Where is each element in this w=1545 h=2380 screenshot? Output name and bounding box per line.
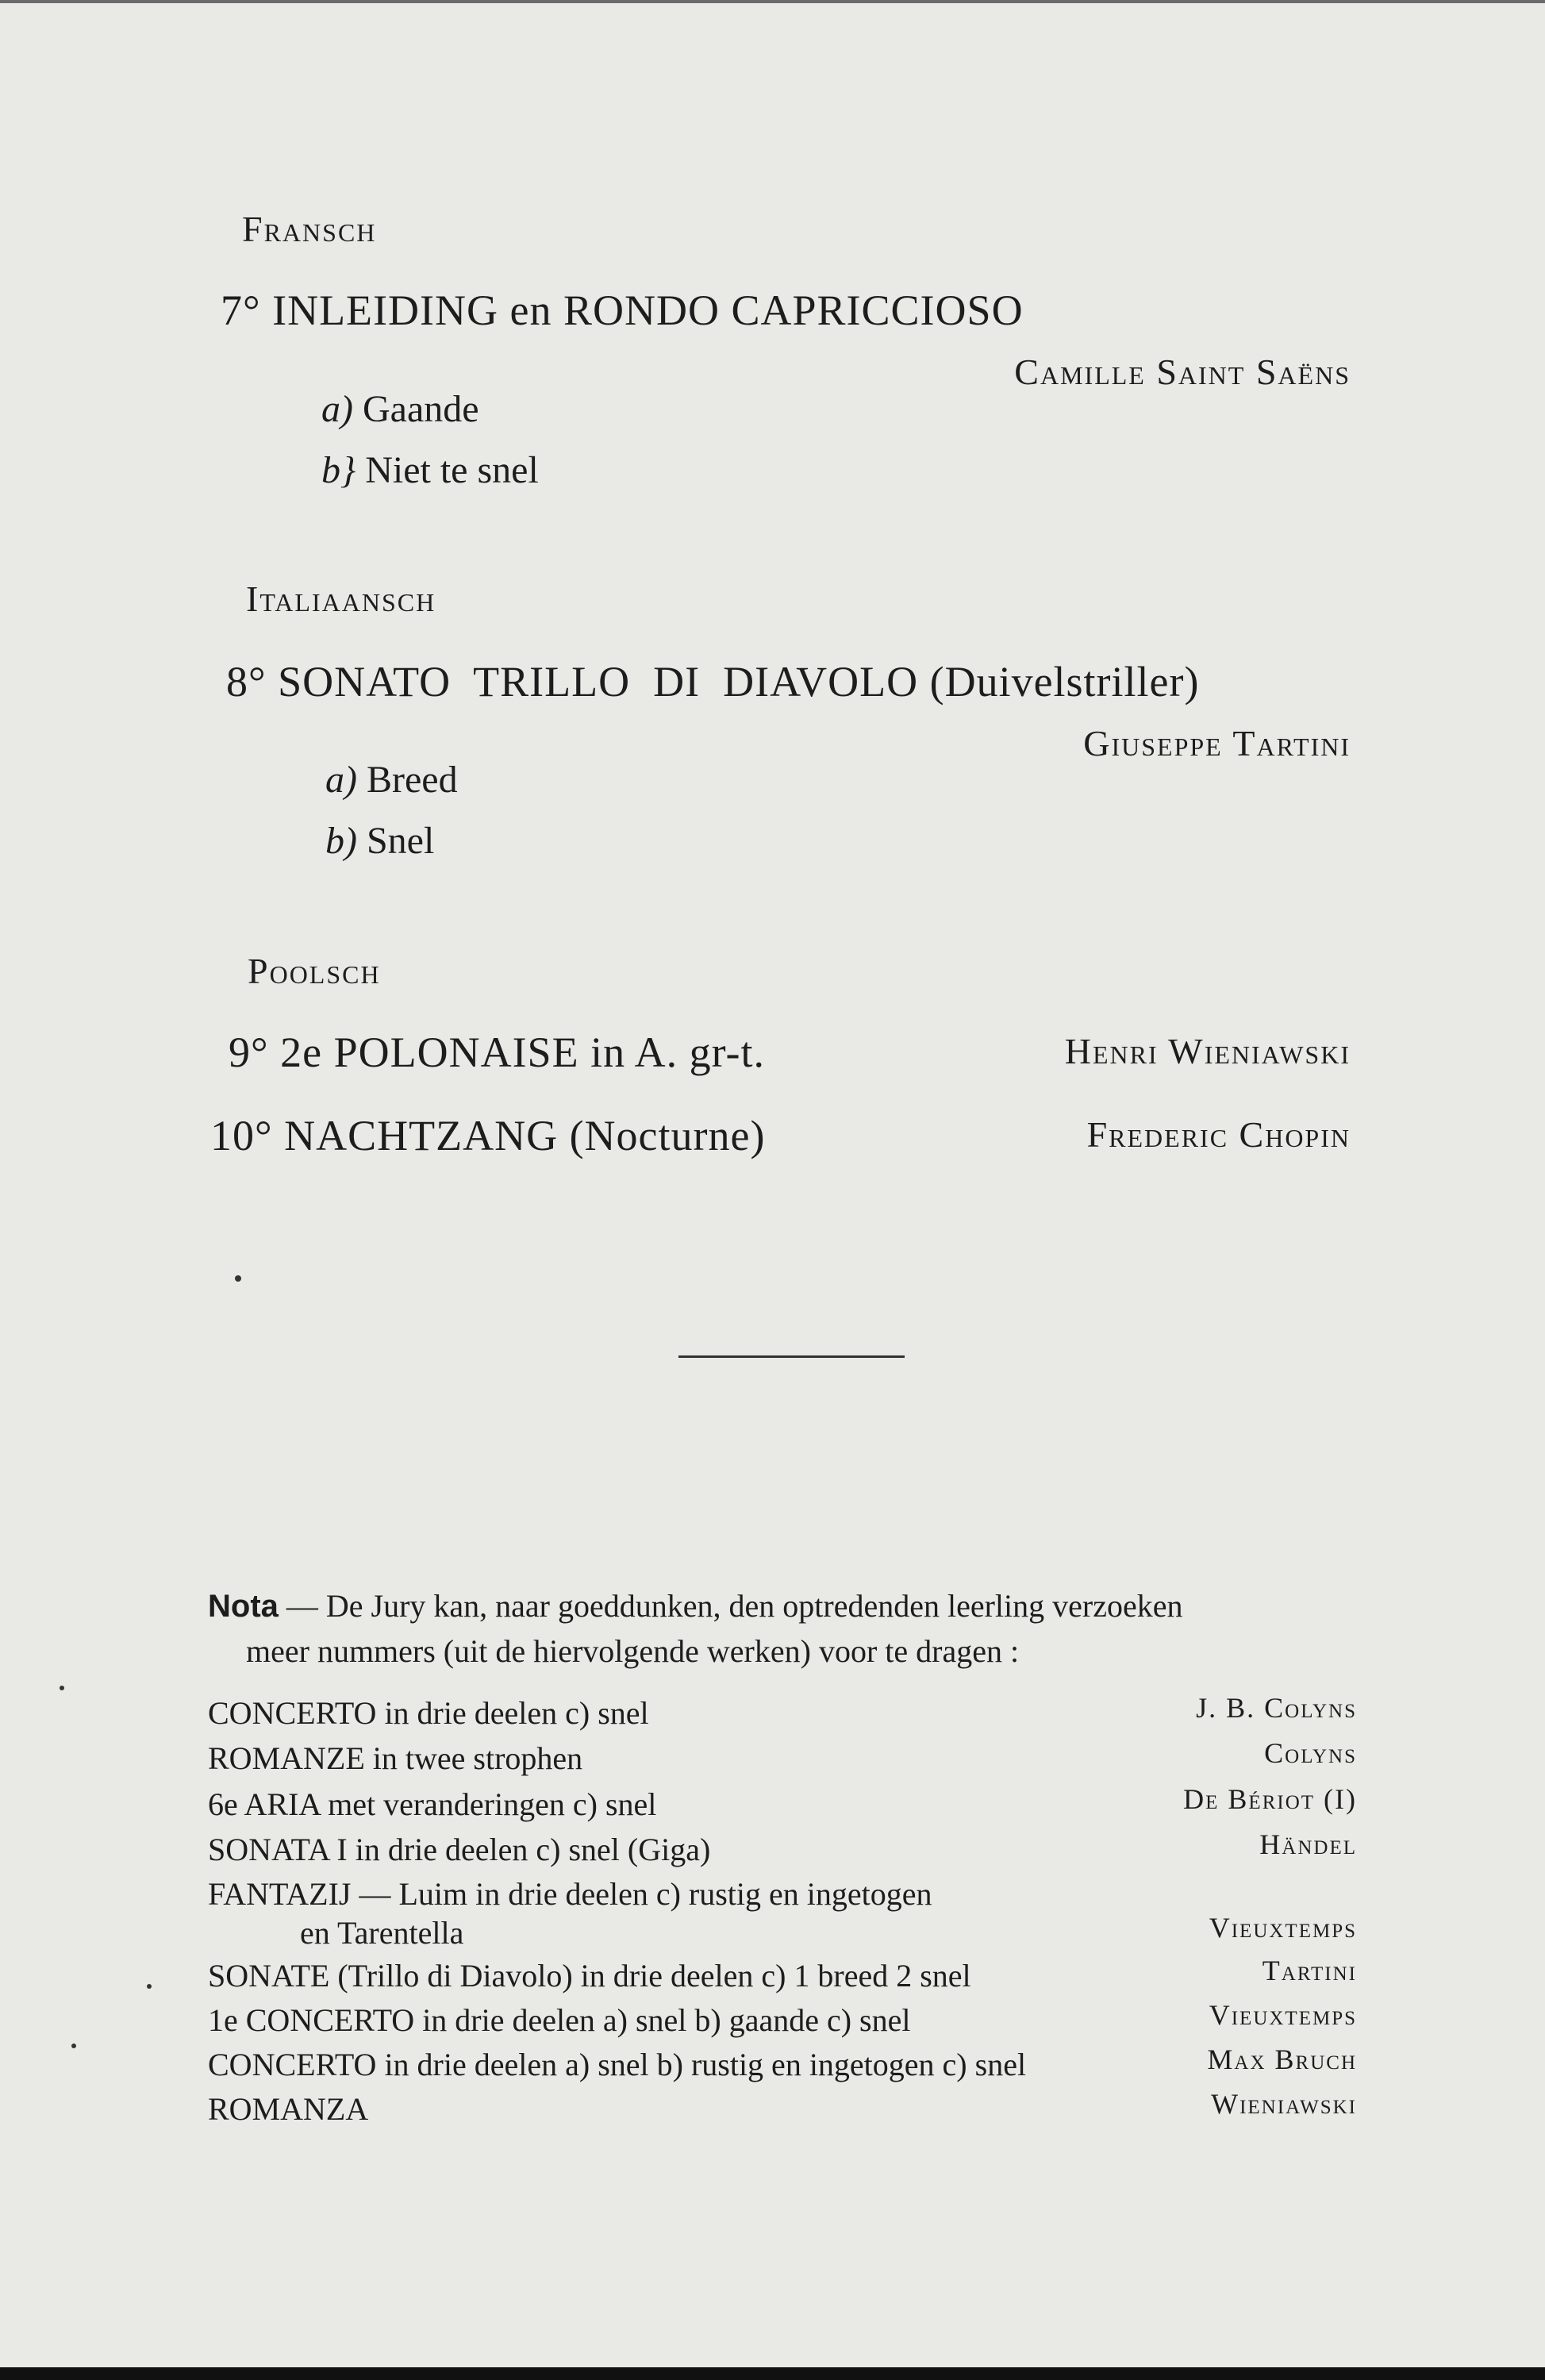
work-composer: De Bériot (I) — [1183, 1783, 1357, 1815]
stray-dot — [235, 1275, 241, 1282]
scan-bottom-edge — [0, 2367, 1545, 2380]
stray-dot — [147, 1984, 152, 1989]
work-composer: Wieniawski — [1211, 2088, 1357, 2120]
nota-text-1: — De Jury kan, naar goeddunken, den optredenden leerling verzoeken — [278, 1588, 1183, 1624]
work-title: ROMANZA — [208, 2091, 369, 2127]
movement-b-niet-te-snel — [321, 448, 539, 492]
scan-top-edge — [0, 0, 1545, 3]
nota-label: Nota — [208, 1589, 279, 1624]
movement-mark: b) — [325, 820, 357, 862]
movement-text: Niet te snel — [365, 449, 539, 491]
composer-chopin: Frederic Chopin — [1086, 1114, 1351, 1155]
work-title: SONATA I in drie deelen c) snel (Giga) — [208, 1832, 711, 1867]
movement-text: Breed — [366, 759, 458, 801]
work-composer: J. B. Colyns — [1196, 1692, 1357, 1724]
piece-title-9: 9° 2e POLONAISE in A. gr-t. — [229, 1029, 765, 1076]
composer-saint-saens: Camille Saint Saëns — [1014, 352, 1351, 392]
composer-tartini: Giuseppe Tartini — [1083, 723, 1351, 763]
section-heading-fransch: Fransch — [242, 209, 377, 249]
work-composer: Vieuxtemps — [1209, 1999, 1357, 2031]
nota-line-2: meer nummers (uit de hiervolgende werken) voor te dragen : — [246, 1633, 1020, 1669]
work-title: SONATE (Trillo di Diavolo) in drie deelen c) 1 breed 2 snel — [208, 1958, 971, 1994]
movement-text: Snel — [366, 820, 435, 862]
movement-mark: a) — [321, 388, 353, 430]
movement-a-gaande — [321, 387, 479, 431]
work-composer: Tartini — [1262, 1955, 1357, 1986]
movement-a-breed — [325, 758, 458, 802]
movement-text: Gaande — [362, 388, 479, 430]
work-title-continued: en Tarentella — [300, 1915, 464, 1951]
work-title: CONCERTO in drie deelen a) snel b) rustig en ingetogen c) snel — [208, 2047, 1027, 2082]
piece-title-7: 7° INLEIDING en RONDO CAPRICCIOSO — [221, 286, 1024, 334]
nota-line-1 — [208, 1587, 1182, 1624]
section-divider — [678, 1355, 905, 1358]
movement-b-snel — [325, 819, 434, 863]
movement-mark: a) — [325, 759, 357, 801]
section-heading-poolsch: Poolsch — [248, 951, 381, 991]
section-heading-italiaansch: Italiaansch — [246, 579, 436, 619]
composer-wieniawski: Henri Wieniawski — [1064, 1031, 1351, 1071]
piece-title-10: 10° NACHTZANG (Nocturne) — [210, 1112, 766, 1159]
work-title: 1e CONCERTO in drie deelen a) snel b) gaande c) snel — [208, 2002, 911, 2038]
piece-title-8: 8° SONATO TRILLO DI DIAVOLO (Duivelstriller) — [226, 658, 1200, 706]
work-composer: Vieuxtemps — [1209, 1912, 1357, 1944]
work-composer: Max Bruch — [1207, 2044, 1357, 2075]
work-composer: Händel — [1259, 1828, 1357, 1860]
work-title: 6e ARIA met veranderingen c) snel — [208, 1786, 657, 1822]
work-title: FANTAZIJ — Luim in drie deelen c) rustig en ingetogen — [208, 1876, 932, 1912]
stray-dot — [60, 1686, 64, 1690]
work-title: CONCERTO in drie deelen c) snel — [208, 1695, 649, 1731]
work-composer: Colyns — [1264, 1737, 1357, 1769]
stray-dot — [71, 2044, 76, 2048]
work-title: ROMANZE in twee strophen — [208, 1740, 583, 1776]
movement-mark: b} — [321, 449, 356, 491]
